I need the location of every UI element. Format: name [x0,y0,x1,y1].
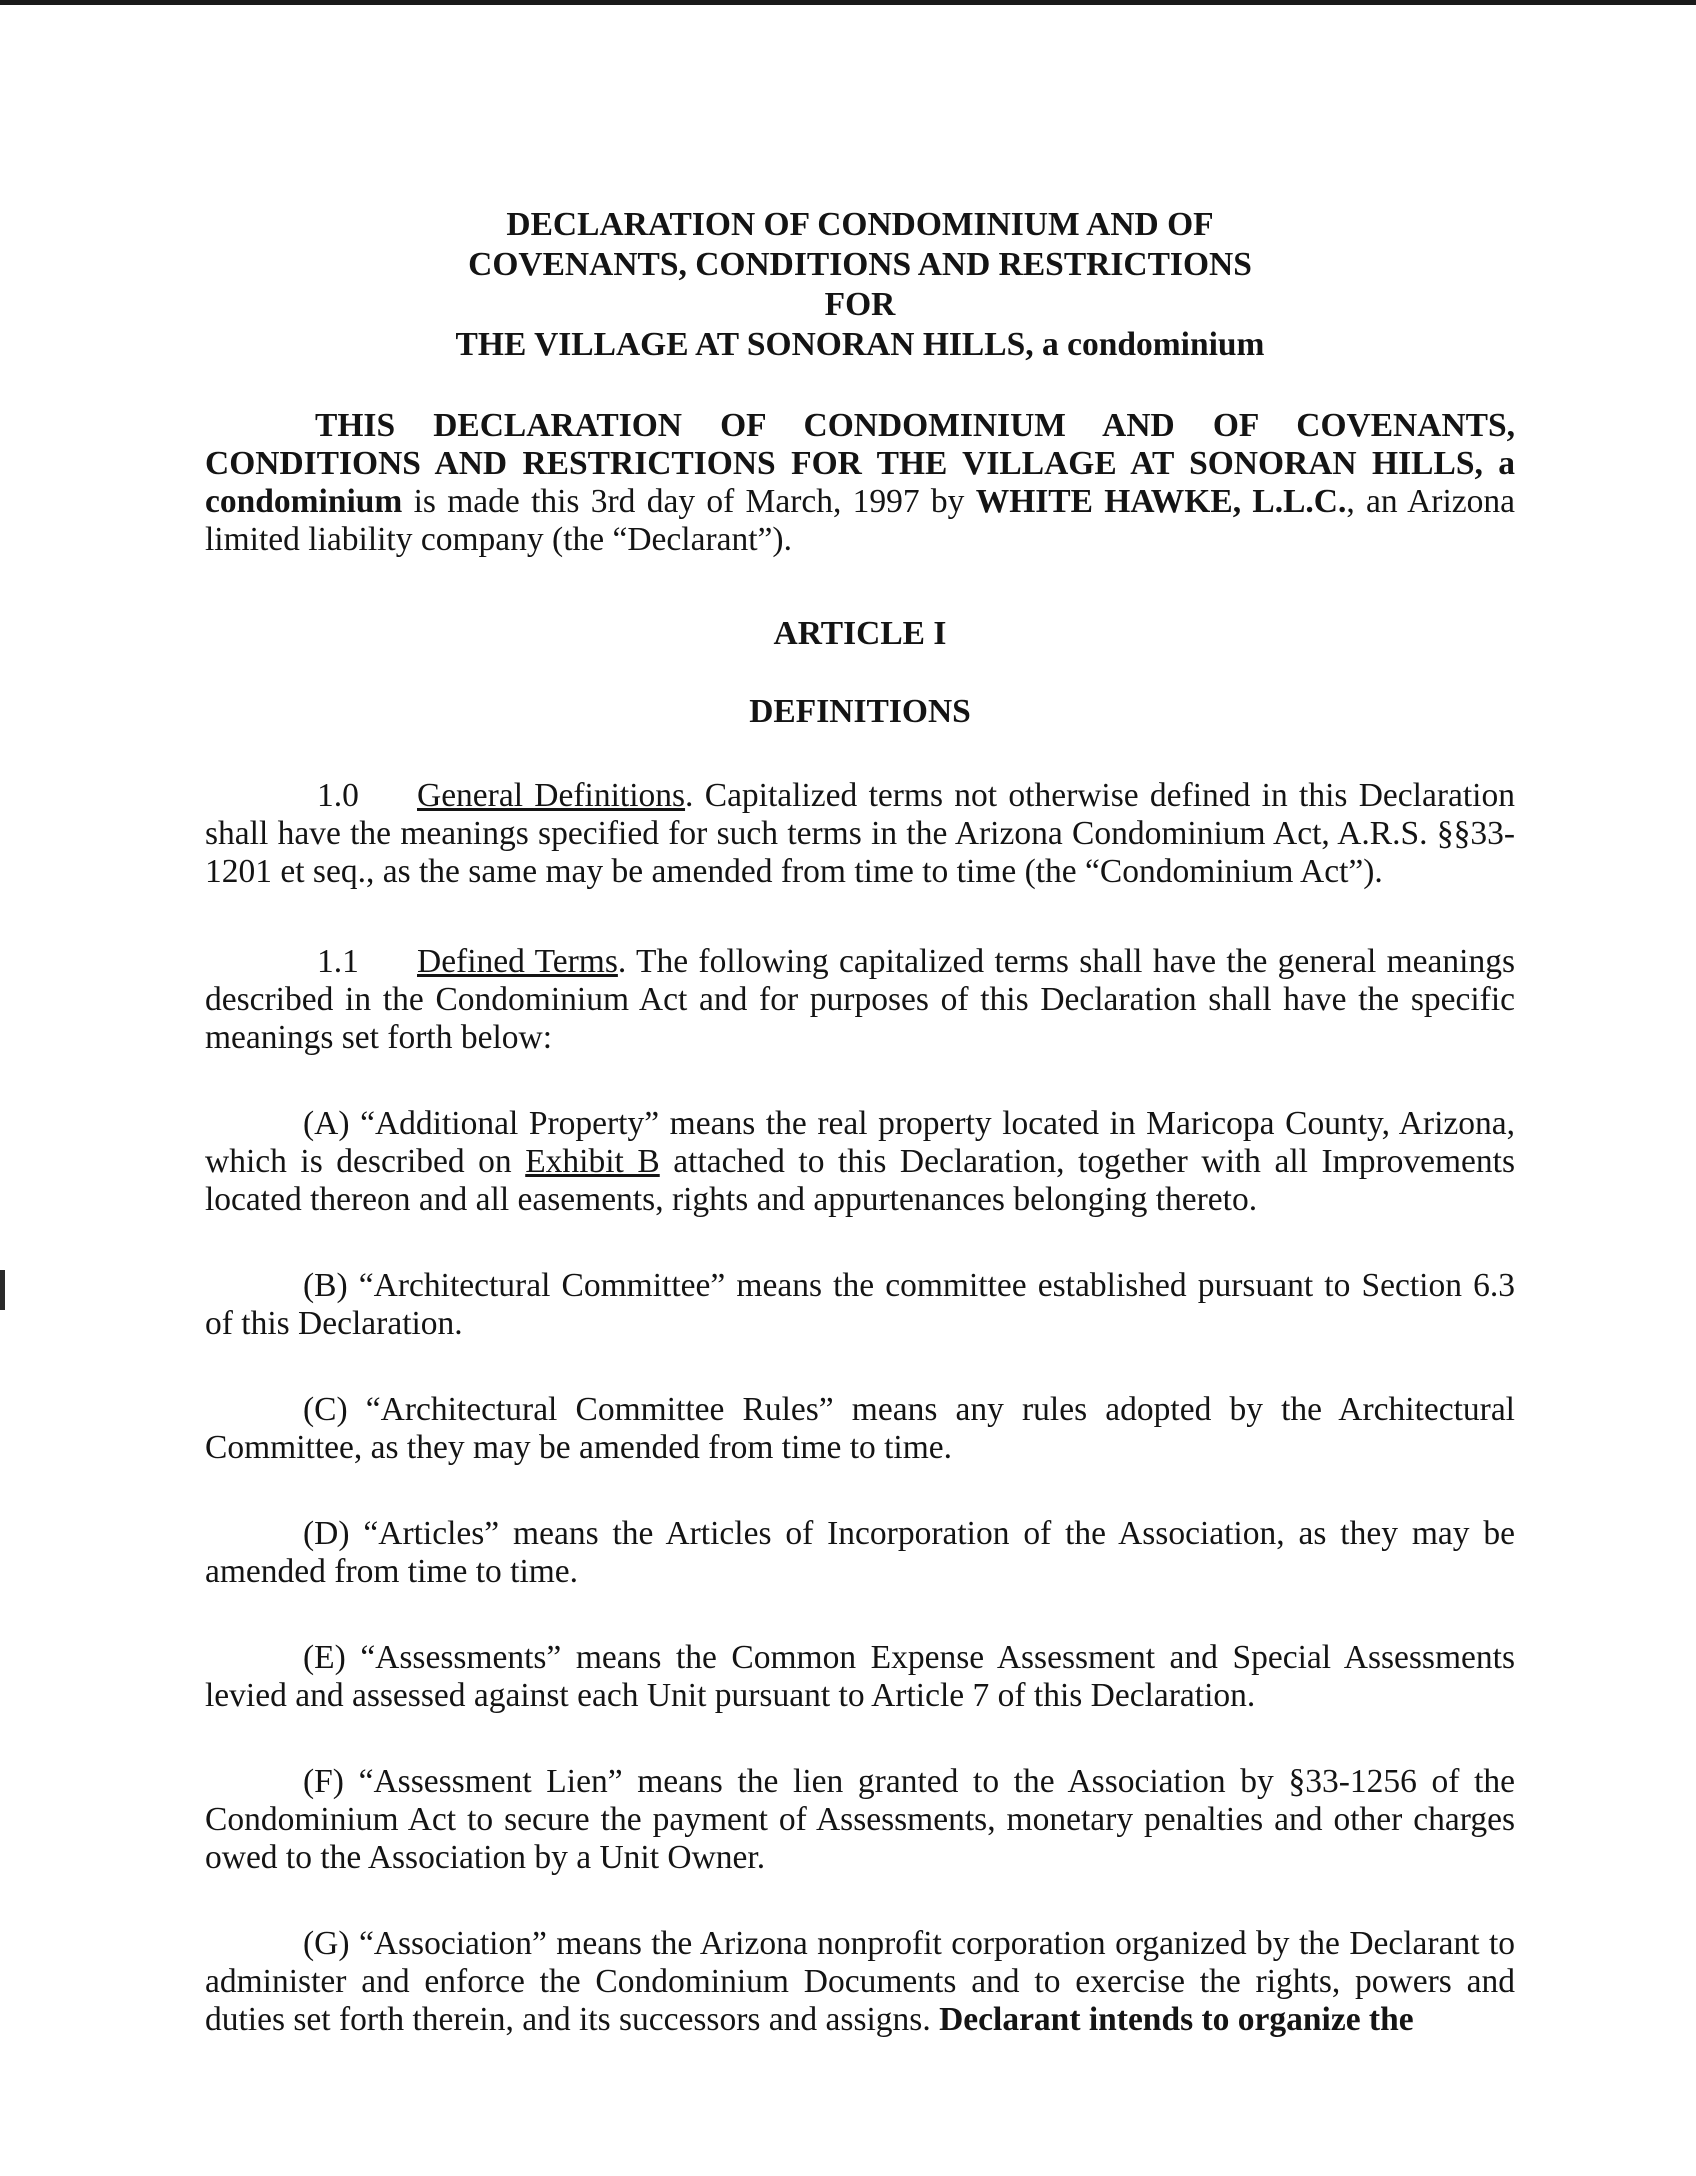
declarant-name: WHITE HAWKE, L.L.C. [975,483,1347,520]
section-heading: Defined Terms [417,943,618,980]
article-title: DEFINITIONS [749,693,971,730]
definition-d: (D) “Articles” means the Articles of Incorporation of the Association, as they may be amended from time to time. [205,1515,1515,1590]
definition-a [205,1105,1515,1219]
title-project-suffix: a condominium [1033,326,1265,363]
definition-c: (C) “Architectural Committee Rules” means any rules adopted by the Architectural Committee, as they may be amended from time to time. [205,1391,1515,1466]
section-heading: General Definitions [417,777,686,814]
intro-text-1: is made this 3rd day of March, 1997 by [402,483,976,520]
section-number: 1.1 [317,943,359,980]
article-number: ARTICLE I [773,615,947,652]
scan-top-edge [0,0,1696,5]
title-line-3: FOR [824,286,896,323]
section-1-0 [205,777,1515,891]
document-page [205,205,1515,2039]
intro-bold-lead: THIS DECLARATION OF CONDOMINIUM AND OF COVENANTS, CONDITIONS AND RESTRICTIONS FOR THE VILLAGE AT SONORAN HILLS, a condominium [205,407,1515,520]
section-1-1 [205,943,1515,1057]
definition-e: (E) “Assessments” means the Common Expense Assessment and Special Assessments levied and assessed against each Unit pursuant to Article 7 of this Declaration. [205,1639,1515,1714]
section-number: 1.0 [317,777,359,814]
document-title [205,205,1515,365]
title-line-1: DECLARATION OF CONDOMINIUM AND OF [506,206,1214,243]
intro-paragraph [205,407,1515,559]
definition-b: (B) “Architectural Committee” means the committee established pursuant to Section 6.3 of this Declaration. [205,1267,1515,1342]
definition-f: (F) “Assessment Lien” means the lien granted to the Association by §33-1256 of the Condominium Act to secure the payment of Assessments, monetary penalties and other charges owed to the Association by a Unit Owner. [205,1763,1515,1876]
intro-text-2: , an Arizona limited liability company (the “Declarant”). [205,483,1515,558]
definition-g-bold-tail: Declarant intends to organize the [939,2001,1414,2038]
title-project-name: THE VILLAGE AT SONORAN HILLS, [455,326,1034,363]
definition-g [205,1925,1515,2039]
section-text: . Capitalized terms not otherwise defined in this Declaration shall have the meanings specified for such terms in the Arizona Condominium Act, A.R.S. §§33-1201 et seq., as the same may be amended from time to time (the “Condominium Act”). [205,777,1515,890]
definition-a-text-2: attached to this Declaration, together with all Improvements located thereon and all easements, rights and appurtenances belonging thereto. [205,1143,1515,1218]
definition-a-text-1: (A) “Additional Property” means the real property located in Maricopa County, Arizona, which is described on [205,1105,1515,1180]
definition-g-text: (G) “Association” means the Arizona nonprofit corporation organized by the Declarant to administer and enforce the Condominium Documents and to exercise the rights, powers and duties set forth therein, and its successors and assigns. [205,1925,1515,2038]
scan-margin-mark [0,1270,5,1310]
title-line-2: COVENANTS, CONDITIONS AND RESTRICTIONS [468,246,1252,283]
exhibit-b-reference: Exhibit B [525,1143,660,1180]
section-text: . The following capitalized terms shall have the general meanings described in the Condominium Act and for purposes of this Declaration shall have the specific meanings set forth below: [205,943,1515,1056]
title-line-4 [205,325,1515,365]
